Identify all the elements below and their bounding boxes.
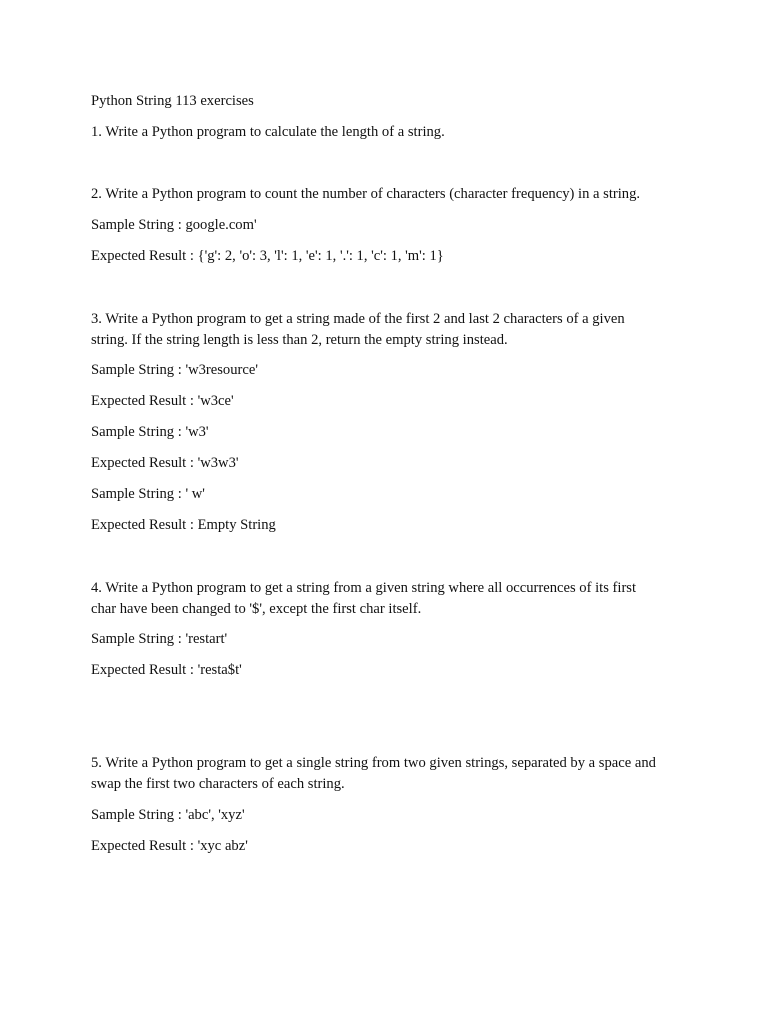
- exercise-5-sample-string: Sample String : 'abc', 'xyz': [91, 807, 245, 823]
- exercise-3-expected-result-2: Expected Result : 'w3w3': [91, 455, 239, 471]
- exercise-1-question: 1. Write a Python program to calculate the length of a string.: [91, 124, 445, 140]
- exercise-3-sample-string-3: Sample String : ' w': [91, 486, 205, 502]
- exercise-3-expected-result-1: Expected Result : 'w3ce': [91, 393, 234, 409]
- exercise-3-sample-string-2: Sample String : 'w3': [91, 424, 209, 440]
- exercise-4-question-line-2: char have been changed to '$', except the first char itself.: [91, 601, 422, 617]
- exercise-4-expected-result: Expected Result : 'resta$t': [91, 662, 242, 678]
- exercise-2-sample-string: Sample String : google.com': [91, 217, 257, 233]
- document-title: Python String 113 exercises: [91, 93, 254, 109]
- exercise-2-question: 2. Write a Python program to count the number of characters (character frequency) in a string.: [91, 186, 641, 202]
- exercise-3-sample-string-1: Sample String : 'w3resource': [91, 362, 258, 378]
- exercise-4-question-line-1: 4. Write a Python program to get a string from a given string where all occurrences of its first: [91, 580, 637, 596]
- exercise-5-question-line-1: 5. Write a Python program to get a single string from two given strings, separated by a space and: [91, 755, 656, 771]
- exercise-3-question-line-2: string. If the string length is less than 2, return the empty string instead.: [91, 332, 508, 348]
- exercise-5-expected-result: Expected Result : 'xyc abz': [91, 838, 248, 854]
- exercise-2-expected-result: Expected Result : {'g': 2, 'o': 3, 'l': 1, 'e': 1, '.': 1, 'c': 1, 'm': 1}: [91, 248, 444, 264]
- exercise-5-question-line-2: swap the first two characters of each string.: [91, 776, 345, 792]
- exercise-3-question-line-1: 3. Write a Python program to get a string made of the first 2 and last 2 characters of a given: [91, 311, 625, 327]
- exercise-4-sample-string: Sample String : 'restart': [91, 631, 228, 647]
- exercise-3-expected-result-3: Expected Result : Empty String: [91, 517, 276, 533]
